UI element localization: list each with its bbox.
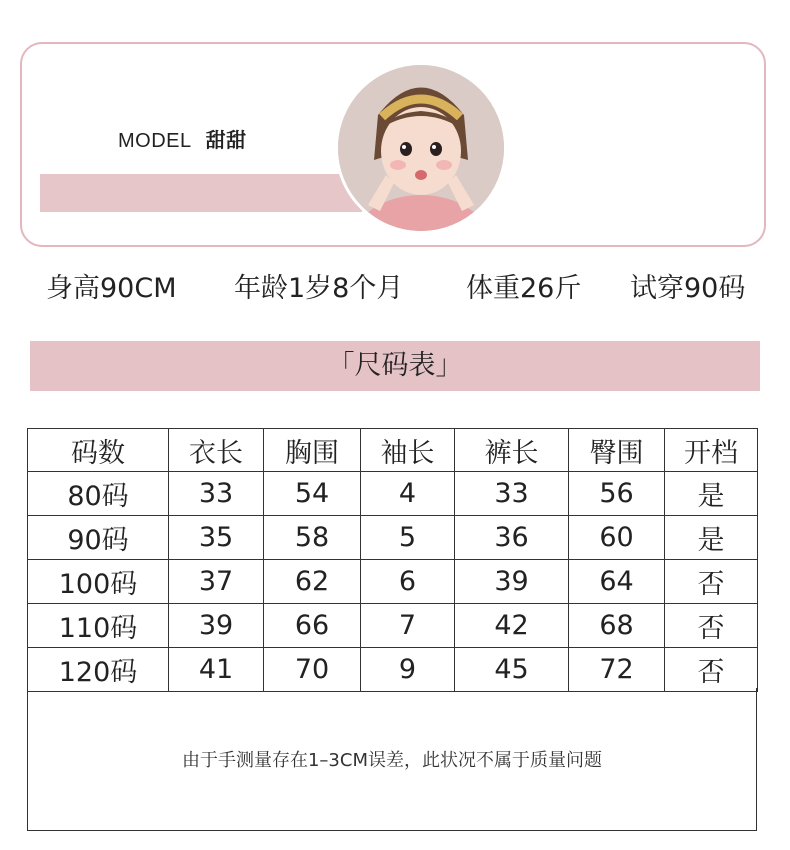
cell-open-crotch: 是: [665, 516, 758, 560]
header-pants-length: 裤长: [455, 429, 569, 472]
child-portrait-image: [338, 65, 504, 231]
cell-open-crotch: 否: [665, 648, 758, 692]
cell-open-crotch: 否: [665, 604, 758, 648]
cell-sleeve: 5: [361, 516, 455, 560]
cell-pants-length: 33: [455, 472, 569, 516]
cell-length: 41: [169, 648, 264, 692]
size-chart-title-bar: [30, 341, 760, 391]
table-row: [28, 516, 758, 560]
cell-length: 39: [169, 604, 264, 648]
header-size: 码数: [28, 429, 169, 472]
cell-chest: 54: [264, 472, 361, 516]
cell-chest: 58: [264, 516, 361, 560]
header-open-crotch: 开档: [665, 429, 758, 472]
model-stats: [0, 266, 790, 306]
cell-sleeve: 7: [361, 604, 455, 648]
model-name: 甜甜: [205, 128, 247, 152]
cell-hip: 68: [569, 604, 665, 648]
table-row: [28, 560, 758, 604]
cell-open-crotch: 是: [665, 472, 758, 516]
header-hip: 臀围: [569, 429, 665, 472]
cell-chest: 70: [264, 648, 361, 692]
table-row: [28, 472, 758, 516]
cell-hip: 64: [569, 560, 665, 604]
measurement-note: 由于手测量存在1–3CM误差，此状况不属于质量问题: [181, 750, 602, 771]
model-photo: [335, 62, 507, 234]
cell-size: 120码: [28, 648, 169, 692]
header-chest: 胸围: [264, 429, 361, 472]
cell-size: 80码: [28, 472, 169, 516]
cell-size: 90码: [28, 516, 169, 560]
cell-hip: 72: [569, 648, 665, 692]
cell-pants-length: 45: [455, 648, 569, 692]
size-table: [27, 428, 758, 692]
model-name-bar: [40, 174, 362, 212]
cell-size: 100码: [28, 560, 169, 604]
header-length: 衣长: [169, 429, 264, 472]
cell-length: 37: [169, 560, 264, 604]
header-sleeve: 袖长: [361, 429, 455, 472]
cell-length: 33: [169, 472, 264, 516]
cell-chest: 62: [264, 560, 361, 604]
table-row: [28, 648, 758, 692]
cell-pants-length: 39: [455, 560, 569, 604]
cell-pants-length: 36: [455, 516, 569, 560]
measurement-note-box: [27, 688, 757, 831]
cell-sleeve: 9: [361, 648, 455, 692]
cell-sleeve: 6: [361, 560, 455, 604]
table-row: [28, 604, 758, 648]
cell-length: 35: [169, 516, 264, 560]
cell-hip: 56: [569, 472, 665, 516]
cell-chest: 66: [264, 604, 361, 648]
cell-pants-length: 42: [455, 604, 569, 648]
model-label: [118, 124, 247, 153]
cell-sleeve: 4: [361, 472, 455, 516]
cell-hip: 60: [569, 516, 665, 560]
model-label-text: MODEL: [118, 130, 192, 152]
stat-age: 年龄1岁8个月: [234, 273, 404, 304]
stat-weight: 体重26斤: [466, 273, 582, 304]
table-header-row: [28, 429, 758, 472]
stat-size: 试穿90码: [630, 273, 746, 304]
stat-height: 身高90CM: [46, 273, 177, 304]
cell-size: 110码: [28, 604, 169, 648]
cell-open-crotch: 否: [665, 560, 758, 604]
size-chart-title: 「尺码表」: [327, 350, 463, 381]
